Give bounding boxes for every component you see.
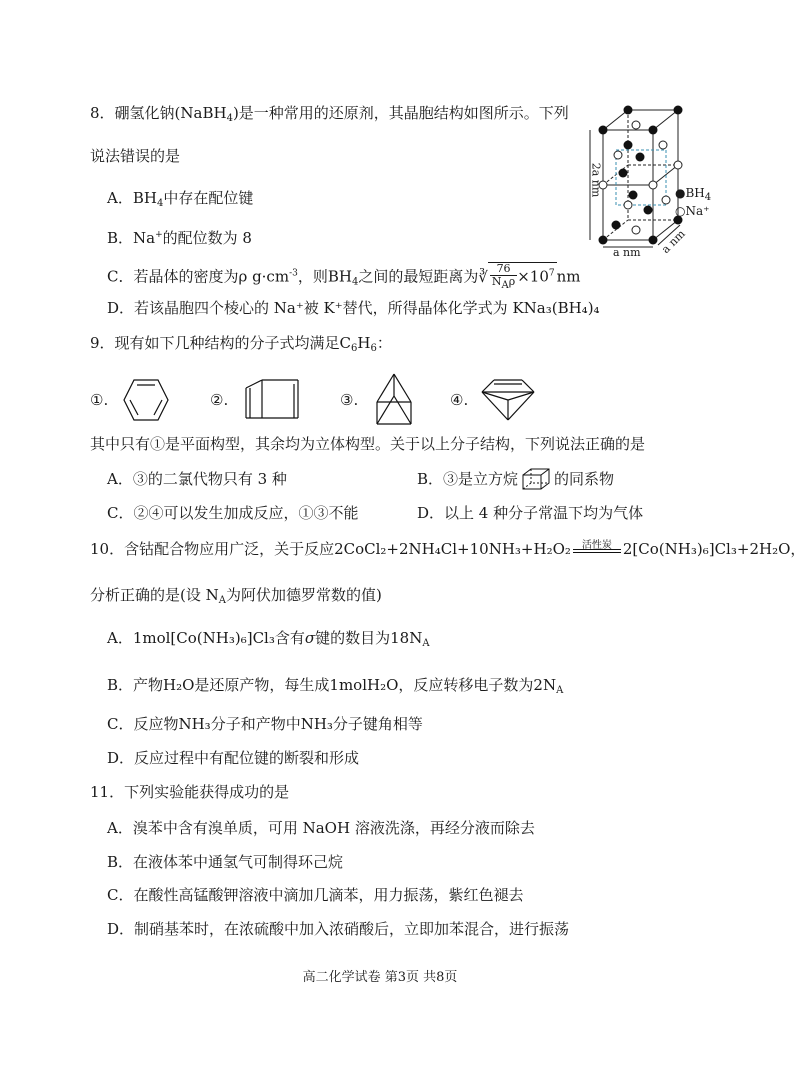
q8-stem: 8．硼氢化钠(NaBH$_4$)是一种常用的还原剂，其晶胞结构如图所示。下列 bbox=[90, 104, 569, 124]
structure-label-2: ②. bbox=[210, 391, 229, 409]
q9-option-c: C．②④可以发生加成反应，①③不能 bbox=[107, 504, 359, 522]
cube-root: ∛ $\frac{76}{\text{NAρ}}$ $\times 10^7$ bbox=[478, 262, 555, 291]
q8-option-b: B．Na+的配位数为 8 bbox=[107, 229, 252, 247]
q8-option-c: C．若晶体的密度为ρ $g\cdot cm^{-3}$，则$BH_4$之间的最短距离为∛ $\frac{76}{\text{NAρ}}$ $\times 10^7$ nm bbox=[107, 262, 581, 291]
q11-option-c: C．在酸性高锰酸钾溶液中滴加几滴苯，用力振荡，紫红色褪去 bbox=[107, 886, 524, 904]
cell-height-label: 2a nm bbox=[589, 162, 603, 198]
q9-description: 其中只有①是平面构型，其余均为立体构型。关于以上分子结构，下列说法正确的是 bbox=[90, 435, 646, 453]
legend-na: ○Na⁺ bbox=[675, 204, 710, 218]
open-circle-icon: ○ bbox=[675, 204, 686, 218]
q9-option-b: B．③是立方烷 的同系物 bbox=[417, 469, 614, 491]
q11-option-d: D．制硝基苯时，在浓硫酸中加入浓硝酸后，立即加苯混合，进行振荡 bbox=[107, 920, 570, 938]
cell-depth-label: a nm bbox=[659, 227, 688, 256]
page-footer: 高二化学试卷 第3页 共8页 bbox=[302, 970, 458, 985]
structure-label-1: ①. bbox=[90, 391, 109, 409]
q10-option-d: D．反应过程中有配位键的断裂和形成 bbox=[107, 749, 360, 767]
q11-option-b: B．在液体苯中通氢气可制得环己烷 bbox=[107, 853, 344, 871]
structure-label-3: ③. bbox=[340, 391, 359, 409]
q9-option-d: D．以上 4 种分子常温下均为气体 bbox=[417, 504, 644, 522]
q11-option-a: A．溴苯中含有溴单质，可用 NaOH 溶液洗涤，再经分液而除去 bbox=[107, 819, 535, 837]
q10-stem: 10．含钴配合物应用广泛，关于反应2CoCl₂+2NH₄Cl+10NH₃+H₂O₂ 活性炭 2[Co(NH₃)₆]Cl₃+2H₂O， bbox=[90, 536, 805, 559]
structure-label-4: ④. bbox=[450, 391, 469, 409]
q10-stem-line2: 分析正确的是(设 $N_A$为阿伏加德罗常数的值) bbox=[90, 586, 382, 606]
q11-stem: 11．下列实验能获得成功的是 bbox=[90, 783, 290, 801]
reaction-arrow: 活性炭 bbox=[571, 536, 623, 556]
cubane-structure bbox=[521, 469, 551, 491]
prismane-structure bbox=[373, 372, 415, 426]
q8-option-a: A．$BH_4$中存在配位键 bbox=[107, 189, 254, 209]
cell-width-label: a nm bbox=[613, 246, 641, 259]
legend-bh4: $●BH_4$ bbox=[675, 186, 712, 203]
q9-option-a: A．③的二氯代物只有 3 种 bbox=[107, 470, 287, 488]
q9-stem: 9．现有如下几种结构的分子式均满足$C_6H_6$： bbox=[90, 334, 392, 354]
filled-circle-icon: ● bbox=[675, 186, 686, 200]
benzvalene-structure bbox=[480, 376, 536, 424]
q8-stem-line2: 说法错误的是 bbox=[90, 147, 181, 165]
q8-option-d: D．若该晶胞四个棱心的 Na⁺被 K⁺替代，所得晶体化学式为 KNa₃(BH₄)₄ bbox=[107, 299, 600, 317]
q10-option-a: A．1mol[Co(NH₃)₆]Cl₃含有σ键的数目为$18N_A$ bbox=[107, 629, 430, 649]
dewar-benzene-structure bbox=[242, 376, 304, 424]
q10-option-c: C．反应物NH₃分子和产物中NH₃分子键角相等 bbox=[107, 715, 423, 733]
benzene-structure bbox=[122, 378, 170, 422]
q10-option-b: B．产物H₂O是还原产物，每生成1molH₂O，反应转移电子数为$2N_A$ bbox=[107, 676, 564, 696]
